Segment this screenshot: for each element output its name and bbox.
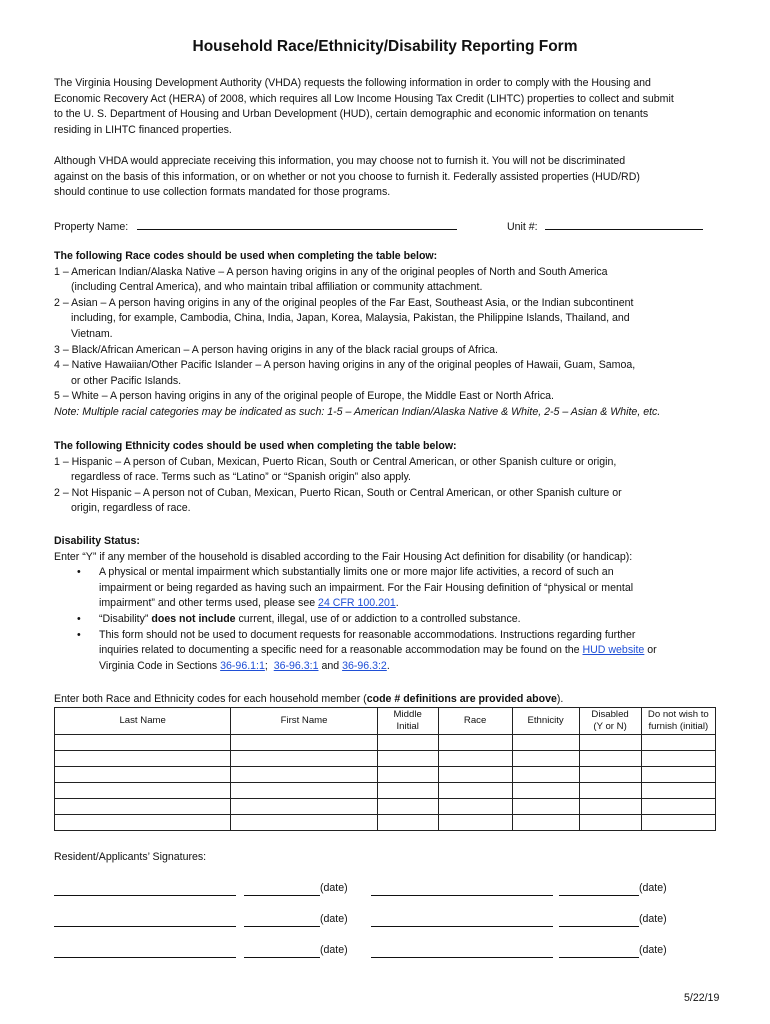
ethnicity-code-line: 2 – Not Hispanic – A person not of Cuban, Mexican, Puerto Rican, South or Central American, or other Spanish culture or <box>54 486 622 499</box>
signature-field[interactable] <box>371 925 553 927</box>
date-label: (date) <box>320 944 348 956</box>
race-code-line: 4 – Native Hawaiian/Other Pacific Islander – A person having origins in any of the original peoples of Hawaii, Guam, Samoa, <box>54 359 636 372</box>
disability-intro: Enter “Y” if any member of the household is disabled according to the Fair Housing Act definition for disability (or handicap): <box>54 550 633 563</box>
cell-last-name[interactable] <box>55 751 231 767</box>
va-code-link-1[interactable]: 36-96.1:1 <box>220 659 265 672</box>
cell-ethnicity[interactable] <box>512 783 579 799</box>
intro-line: to the U. S. Department of Housing and Urban Development (HUD), certain demographic and economic information on tenants <box>54 108 649 121</box>
table-row <box>55 735 716 751</box>
date-field[interactable] <box>559 925 639 927</box>
date-field[interactable] <box>244 925 320 927</box>
cell-disabled[interactable] <box>579 767 641 783</box>
cell-race[interactable] <box>438 783 512 799</box>
bullet-text-part: . <box>386 659 390 672</box>
form-title: Household Race/Ethnicity/Disability Reporting Form <box>192 38 578 55</box>
bullet-text <box>99 596 726 612</box>
hud-website-link[interactable]: HUD website <box>582 644 645 657</box>
bullet-text-part: ; <box>264 659 274 672</box>
table-row <box>55 751 716 767</box>
intro-paragraph-1 <box>54 76 726 138</box>
cell-middle-initial[interactable] <box>377 799 438 815</box>
property-name-row <box>54 218 457 233</box>
race-code-line: 2 – Asian – A person having origins in any of the original peoples of the Far East, Southeast Asia, or the Indian subcontinent <box>54 296 634 309</box>
table-instruction-text: ). <box>556 693 564 705</box>
date-field[interactable] <box>244 894 320 896</box>
cell-disabled[interactable] <box>579 735 641 751</box>
date-label: (date) <box>639 913 667 925</box>
property-name-field[interactable] <box>137 218 457 230</box>
cell-ethnicity[interactable] <box>512 799 579 815</box>
date-label: (date) <box>320 913 348 925</box>
bullet-text: impairment or being regarded as having such an impairment. For the Fair Housing definition of “physical or mental <box>99 581 634 594</box>
unit-row <box>507 218 703 233</box>
ethnicity-heading: The following Ethnicity codes should be used when completing the table below: <box>54 440 457 452</box>
cell-last-name[interactable] <box>55 815 231 831</box>
cell-ethnicity[interactable] <box>512 815 579 831</box>
signature-field[interactable] <box>54 894 236 896</box>
intro-line: against on the basis of this information, or on whether or not you choose to furnish it. Federally assisted properties (HUD/RD) <box>54 170 640 183</box>
cell-do-not-wish[interactable] <box>641 799 715 815</box>
cell-first-name[interactable] <box>231 799 377 815</box>
cell-last-name[interactable] <box>55 799 231 815</box>
bullet-text-part: inquiries related to documenting a specific need for a reasonable accommodation may be found on the <box>99 644 583 657</box>
table-instruction <box>54 693 563 705</box>
ethnicity-codes-section <box>54 439 726 517</box>
cell-race[interactable] <box>438 751 512 767</box>
bullet-text-part: “Disability” <box>99 612 152 625</box>
date-label: (date) <box>639 944 667 956</box>
col-header-middle-initial: Middle Initial <box>377 708 438 735</box>
cfr-link[interactable]: 24 CFR 100.201 <box>318 597 396 610</box>
ethnicity-code-line: origin, regardless of race. <box>71 502 191 515</box>
cell-race[interactable] <box>438 767 512 783</box>
cell-do-not-wish[interactable] <box>641 767 715 783</box>
cell-ethnicity[interactable] <box>512 767 579 783</box>
unit-field[interactable] <box>545 218 703 230</box>
disability-heading: Disability Status: <box>54 535 140 547</box>
bullet-text-part: current, illegal, use of or addiction to a controlled substance. <box>235 612 521 625</box>
intro-line: The Virginia Housing Development Authority (VHDA) requests the following information in order to comply with the Housing and <box>54 77 651 89</box>
date-label: (date) <box>320 882 348 894</box>
race-code-line: including, for example, Cambodia, China, India, Japan, Korea, Malaysia, Pakistan, the Philippine Islands, Thailand, and <box>71 312 630 325</box>
cell-middle-initial[interactable] <box>377 751 438 767</box>
intro-paragraph-2 <box>54 154 726 201</box>
cell-last-name[interactable] <box>55 735 231 751</box>
cell-disabled[interactable] <box>579 783 641 799</box>
intro-line: should continue to use collection formats mandated for those programs. <box>54 186 391 199</box>
table-instruction-text: Enter both Race and Ethnicity codes for each household member ( <box>54 693 367 705</box>
ethnicity-code-line: 1 – Hispanic – A person of Cuban, Mexican, Puerto Rican, South or Central American, or other Spanish culture or origin, <box>54 455 617 468</box>
date-field[interactable] <box>244 956 320 958</box>
cell-last-name[interactable] <box>55 783 231 799</box>
cell-do-not-wish[interactable] <box>641 735 715 751</box>
cell-first-name[interactable] <box>231 783 377 799</box>
cell-first-name[interactable] <box>231 767 377 783</box>
cell-middle-initial[interactable] <box>377 767 438 783</box>
bullet-text-part: impairment” and other terms used, please see <box>99 597 319 610</box>
date-field[interactable] <box>559 956 639 958</box>
table-row <box>55 767 716 783</box>
disability-bullets <box>54 565 726 674</box>
cell-first-name[interactable] <box>231 735 377 751</box>
cell-middle-initial[interactable] <box>377 815 438 831</box>
bullet-text: A physical or mental impairment which substantially limits one or more major life activities, a record of such an <box>99 566 614 579</box>
disability-section <box>54 534 726 674</box>
race-codes-section <box>54 249 726 421</box>
date-field[interactable] <box>559 894 639 896</box>
bullet-icon: • <box>77 612 81 625</box>
unit-label: Unit #: <box>507 221 538 233</box>
table-instruction-bold: code # definitions are provided above <box>366 693 557 705</box>
cell-do-not-wish[interactable] <box>641 815 715 831</box>
cell-last-name[interactable] <box>55 767 231 783</box>
cell-first-name[interactable] <box>231 751 377 767</box>
signature-field[interactable] <box>54 956 236 958</box>
bullet-icon: • <box>77 566 81 579</box>
va-code-link-2[interactable]: 36-96.3:1 <box>273 659 319 672</box>
race-note: Note: Multiple racial categories may be indicated as such: 1-5 – American Indian/Alaska Native & White, 2-5 – Asian & White, etc. <box>54 405 661 418</box>
intro-line: Although VHDA would appreciate receiving this information, you may choose not to furnish it. You will not be discriminated <box>54 155 626 167</box>
disability-bullet-2 <box>54 612 726 628</box>
table-row <box>55 783 716 799</box>
bullet-text: This form should not be used to document requests for reasonable accommodations. Instructions regarding further <box>99 628 636 641</box>
signature-field[interactable] <box>54 925 236 927</box>
intro-line: residing in LIHTC financed properties. <box>54 123 232 136</box>
race-code-line: (including Central America), and who maintain tribal affiliation or community attachment. <box>71 281 483 294</box>
cell-do-not-wish[interactable] <box>641 783 715 799</box>
bullet-text-part: or <box>644 644 657 657</box>
table-header-row <box>55 708 716 735</box>
cell-ethnicity[interactable] <box>512 751 579 767</box>
race-code-line: 5 – White – A person having origins in any of the original people of Europe, the Middle East or North Africa. <box>54 390 554 403</box>
va-code-link-3[interactable]: 36-96.3:2 <box>342 659 387 672</box>
disability-bullet-1 <box>54 565 726 612</box>
col-header-disabled: Disabled (Y or N) <box>579 708 641 735</box>
cell-race[interactable] <box>438 815 512 831</box>
cell-middle-initial[interactable] <box>377 783 438 799</box>
signatures-label: Resident/Applicants’ Signatures: <box>54 851 207 863</box>
bullet-text <box>99 643 726 659</box>
cell-disabled[interactable] <box>579 751 641 767</box>
col-header-last-name: Last Name <box>55 708 231 735</box>
cell-ethnicity[interactable] <box>512 735 579 751</box>
revision-date: 5/22/19 <box>684 992 720 1004</box>
bullet-icon: • <box>77 628 81 641</box>
col-header-first-name: First Name <box>231 708 377 735</box>
bullet-text-bold: does not include <box>151 612 236 625</box>
race-code-line: Vietnam. <box>71 327 113 340</box>
table-body <box>55 735 716 831</box>
table-row <box>55 815 716 831</box>
date-label: (date) <box>639 882 667 894</box>
bullet-text-part: . <box>395 597 399 610</box>
bullet-text <box>99 612 726 628</box>
intro-line: Economic Recovery Act (HERA) of 2008, which requires all Low Income Housing Tax Credit (LIHTC) properties to collect and submit <box>54 92 674 105</box>
race-code-line: 1 – American Indian/Alaska Native – A person having origins in any of the original peoples of North and South America <box>54 265 608 278</box>
cell-first-name[interactable] <box>231 815 377 831</box>
bullet-text <box>99 659 726 675</box>
signature-field[interactable] <box>371 956 553 958</box>
col-header-race: Race <box>438 708 512 735</box>
race-code-line: or other Pacific Islands. <box>71 374 182 387</box>
household-members-table <box>54 707 716 831</box>
cell-race[interactable] <box>438 799 512 815</box>
bullet-text-part: and <box>318 659 343 672</box>
property-name-label: Property Name: <box>54 221 129 233</box>
bullet-text-part: Virginia Code in Sections <box>99 659 221 672</box>
cell-middle-initial[interactable] <box>377 735 438 751</box>
disability-bullet-3 <box>54 628 726 675</box>
cell-race[interactable] <box>438 735 512 751</box>
cell-do-not-wish[interactable] <box>641 751 715 767</box>
race-code-line: 3 – Black/African American – A person having origins in any of the black racial groups of Africa. <box>54 343 498 356</box>
col-header-do-not-wish: Do not wish to furnish (initial) <box>641 708 715 735</box>
table-row <box>55 799 716 815</box>
cell-disabled[interactable] <box>579 815 641 831</box>
ethnicity-code-line: regardless of race. Terms such as “Latino” or “Spanish origin” also apply. <box>71 471 411 484</box>
col-header-ethnicity: Ethnicity <box>512 708 579 735</box>
signature-field[interactable] <box>371 894 553 896</box>
cell-disabled[interactable] <box>579 799 641 815</box>
race-heading: The following Race codes should be used when completing the table below: <box>54 250 438 262</box>
